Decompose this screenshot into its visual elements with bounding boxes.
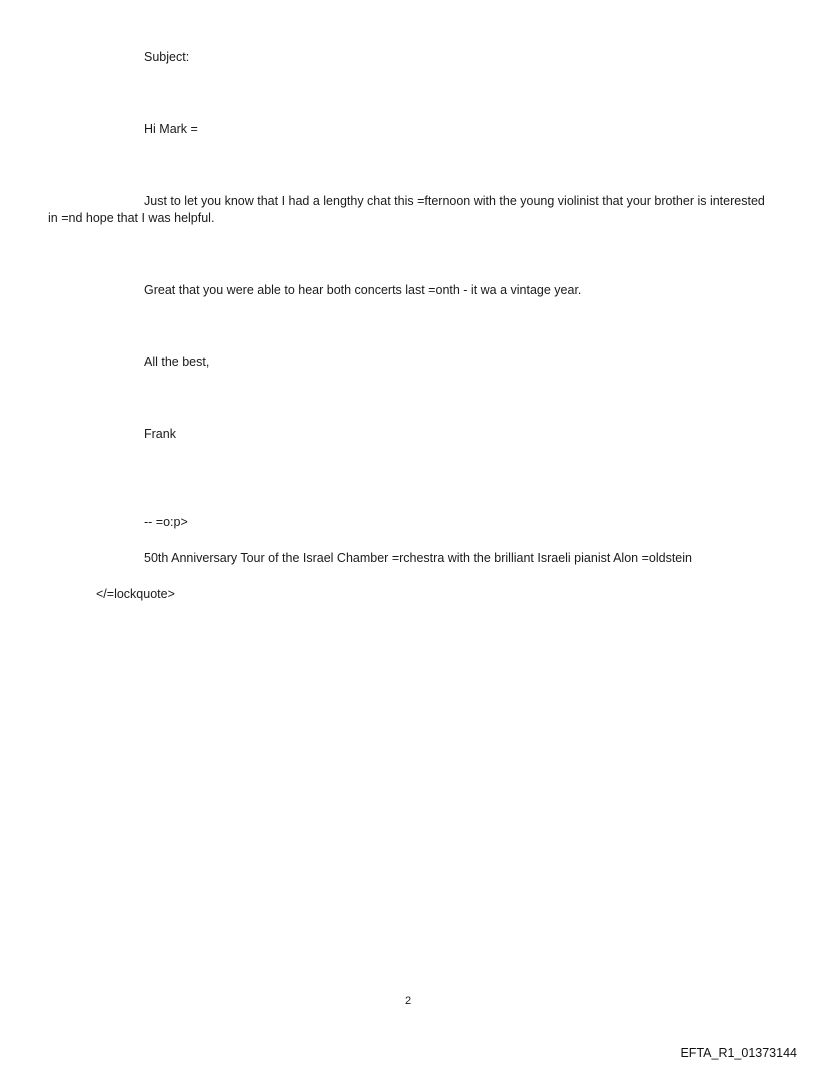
document-id: EFTA_R1_01373144 [680, 1046, 797, 1060]
subject-label: Subject: [144, 50, 190, 64]
greeting: Hi Mark = [144, 122, 198, 136]
closing: All the best, [144, 355, 210, 369]
signature-name: Frank [144, 427, 176, 441]
body-paragraph-1: Just to let you know that I had a lengthy chat this =fternoon with the young violinist that your brother is interested in =nd hope that I was helpful. [48, 194, 765, 225]
page-number: 2 [404, 995, 412, 1007]
body-paragraph-2: Great that you were able to hear both concerts last =onth - it wa a vintage year. [144, 283, 582, 297]
signature-separator: -- =o:p> [144, 515, 188, 529]
blockquote-end: </=lockquote> [96, 587, 175, 601]
signature-tagline: 50th Anniversary Tour of the Israel Chamber =rchestra with the brilliant Israeli pianist Alon =oldstein [144, 551, 692, 565]
